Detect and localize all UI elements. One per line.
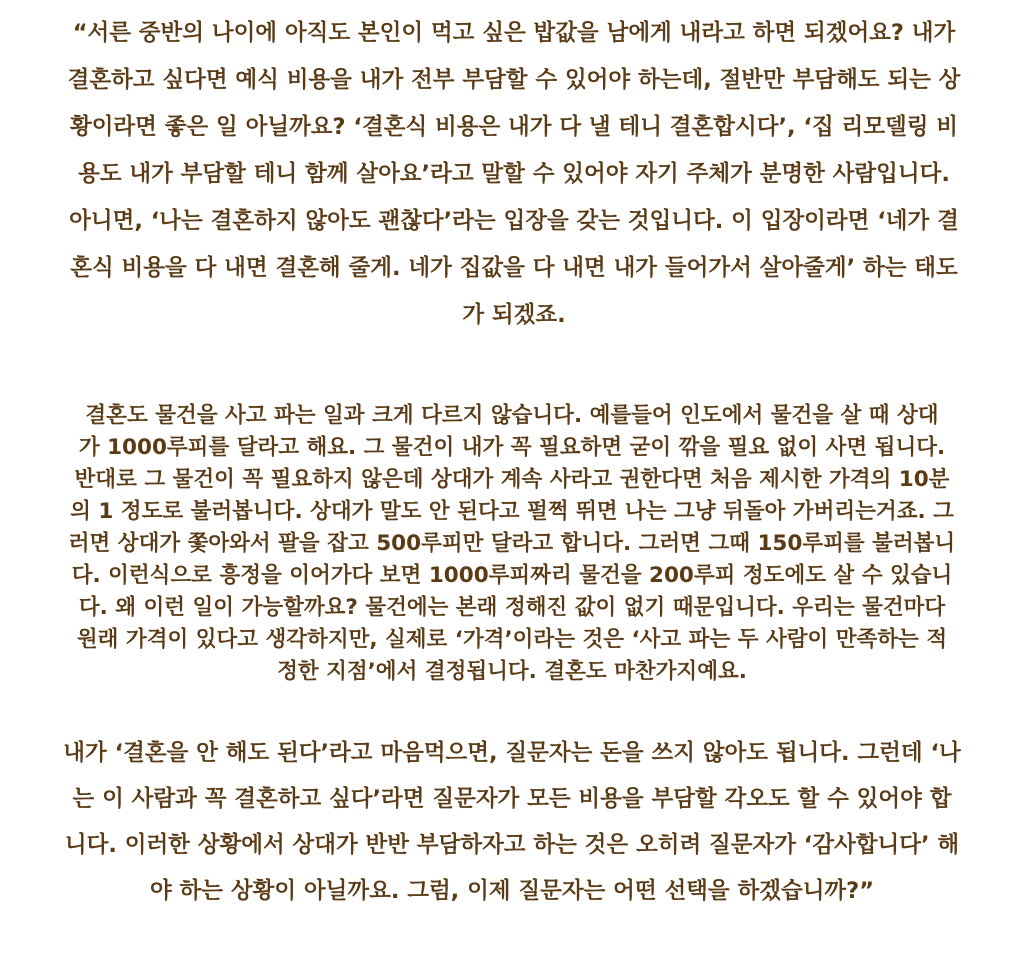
paragraph-line: 의 1 정도로 불러봅니다. 상대가 말도 안 된다고 펄쩍 뛰면 나는 그냥 뒤돌아 가버리는거죠. 그: [70, 499, 954, 524]
paragraph-line: 니다. 이러한 상황에서 상대가 반반 부담하자고 하는 것은 오히려 질문자가 ‘감사합니다’ 해: [64, 832, 960, 858]
paragraph-line: 원래 가격이 있다고 생각하지만, 실제로 ‘가격’이라는 것은 ‘사고 파는 두 사람이 만족하는 적: [76, 627, 948, 652]
paragraph-line: 혼식 비용을 다 내면 결혼해 줄게. 네가 집값을 다 내면 내가 들어가서 살아줄게’ 하는 태도: [70, 255, 958, 281]
paragraph-line: 내가 ‘결혼을 안 해도 된다’라고 마음먹으면, 질문자는 돈을 쓰지 않아도 됩니다. 그런데 ‘나: [63, 740, 961, 766]
paragraph-line: 아니면, ‘나는 결혼하지 않아도 괜찮다’라는 입장을 갖는 것입니다. 이 입장이라면 ‘네가 결: [69, 208, 959, 234]
paragraph-3: [0, 730, 1024, 914]
paragraph-line: 결혼도 물건을 사고 파는 일과 크게 다르지 않습니다. 예를들어 인도에서 물건을 살 때 상대: [85, 403, 939, 428]
paragraph-line: 결혼하고 싶다면 예식 비용을 내가 전부 부담할 수 있어야 하는데, 절반만 부담해도 되는 상: [67, 67, 961, 93]
paragraph-line: 정한 지점’에서 결정됩니다. 결혼도 마찬가지예요.: [277, 659, 747, 684]
paragraph-line: 야 하는 상황이 아닐까요. 그럼, 이제 질문자는 어떤 선택을 하겠습니까?”: [149, 878, 874, 904]
paragraph-line: 황이라면 좋은 일 아닐까요? ‘결혼식 비용은 내가 다 낼 테니 결혼합시다’, ‘집 리모델링 비: [69, 114, 959, 140]
paragraph-line: 반대로 그 물건이 꼭 필요하지 않은데 상대가 계속 사라고 권한다면 처음 제시한 가격의 10분: [74, 467, 950, 492]
paragraph-line: 용도 내가 부담할 테니 함께 살아요’라고 말할 수 있어야 자기 주체가 분명한 사람입니다.: [78, 161, 950, 187]
paragraph-1: [0, 10, 1024, 339]
paragraph-line: 러면 상대가 쫓아와서 팔을 잡고 500루피만 달라고 합니다. 그러면 그때 150루피를 불러봅니: [68, 531, 956, 556]
paragraph-2: [0, 400, 1024, 688]
paragraph-line: 는 이 사람과 꼭 결혼하고 싶다’라면 질문자가 모든 비용을 부담할 각오도 할 수 있어야 합: [72, 786, 952, 812]
paragraph-line: 다. 왜 이런 일이 가능할까요? 물건에는 본래 정해진 값이 없기 때문입니다. 우리는 물건마다: [78, 595, 946, 620]
paragraph-line: 가 1000루피를 달라고 해요. 그 물건이 내가 꼭 필요하면 굳이 깎을 필요 없이 사면 됩니다.: [78, 435, 946, 460]
paragraph-line: “서른 중반의 나이에 아직도 본인이 먹고 싶은 밥값을 남에게 내라고 하면 되겠어요? 내가: [72, 20, 956, 46]
paragraph-line: 다. 이런식으로 흥정을 이어가다 보면 1000루피짜리 물건을 200루피 정도에도 살 수 있습니: [71, 563, 953, 588]
paragraph-line: 가 되겠죠.: [462, 302, 566, 328]
